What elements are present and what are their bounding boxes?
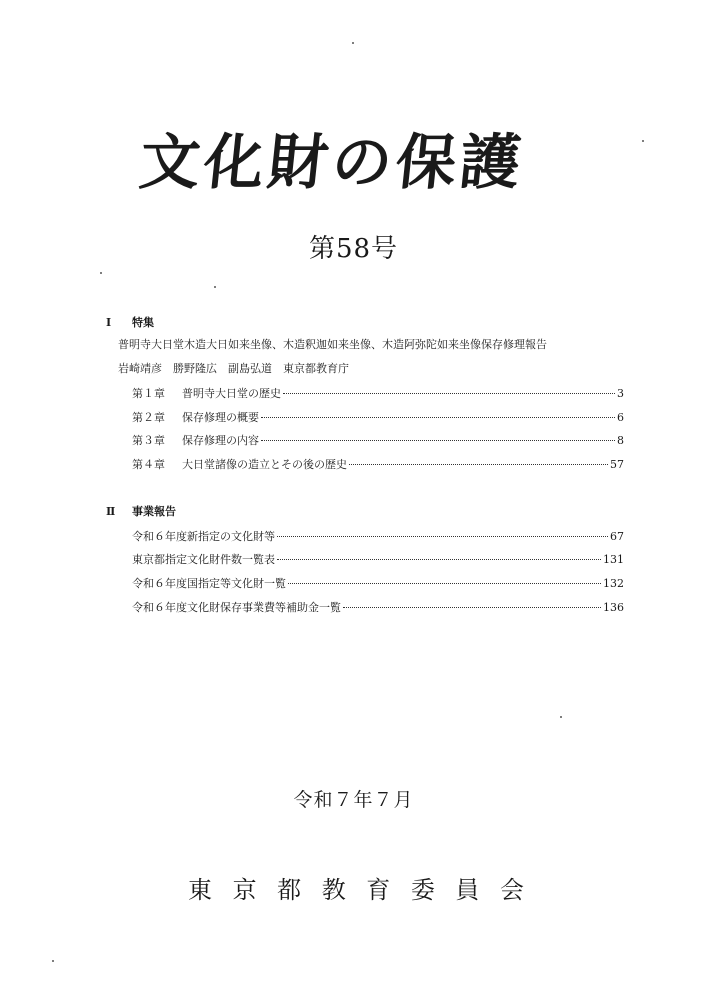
issue-number: 第58号 xyxy=(308,234,399,264)
publisher-char: 京 xyxy=(232,876,257,904)
page-number: 3 xyxy=(617,387,624,400)
publisher-char: 育 xyxy=(366,876,391,904)
dot-leader xyxy=(288,583,601,584)
page-number: 67 xyxy=(610,530,624,543)
page-number: 131 xyxy=(603,553,624,566)
toc-entry-report-2[interactable] xyxy=(132,553,624,567)
section-2-heading xyxy=(106,505,176,519)
toc-entry-report-3[interactable] xyxy=(132,577,624,591)
page-number: 132 xyxy=(603,577,624,590)
dot-leader xyxy=(343,607,601,608)
page-number: 136 xyxy=(603,601,624,614)
dot-leader xyxy=(261,417,615,418)
publication-title: 文化財の保護 xyxy=(136,128,528,198)
dot-leader xyxy=(277,559,601,560)
chapter-title: 普明寺大日堂の歴史 xyxy=(182,387,281,400)
chapter-number: 第４章 xyxy=(132,458,165,471)
dot-leader xyxy=(349,464,608,465)
entry-title: 令和６年度文化財保存事業費等補助金一覧 xyxy=(132,601,341,614)
toc-entry-chapter-1[interactable] xyxy=(132,387,624,401)
page-number: 8 xyxy=(617,434,624,447)
section-1-title: 特集 xyxy=(132,316,154,329)
page-number: 6 xyxy=(617,411,624,424)
publisher-char: 委 xyxy=(410,876,435,904)
section-1-heading xyxy=(106,316,154,330)
scan-speck xyxy=(642,140,644,142)
toc-entry-report-1[interactable] xyxy=(132,530,624,544)
report-title: 普明寺大日堂木造大日如来坐像、木造釈迦如来坐像、木造阿弥陀如来坐像保存修理報告 xyxy=(118,338,547,351)
section-2-number: Ⅱ xyxy=(106,505,116,518)
report-authors: 岩崎靖彦 勝野隆広 副島弘道 東京都教育庁 xyxy=(118,362,349,375)
publication-date: 令和７年７月 xyxy=(293,789,414,811)
chapter-number: 第２章 xyxy=(132,411,165,424)
scan-speck xyxy=(560,716,562,718)
scan-speck xyxy=(352,42,354,44)
chapter-title: 大日堂諸像の造立とその後の歴史 xyxy=(182,458,347,471)
publisher-char: 東 xyxy=(188,876,212,904)
chapter-title: 保存修理の内容 xyxy=(182,434,259,447)
scan-speck xyxy=(100,272,102,274)
section-2-title: 事業報告 xyxy=(132,505,176,518)
dot-leader xyxy=(277,536,608,537)
toc-entry-chapter-4[interactable] xyxy=(132,458,624,472)
scan-speck xyxy=(52,960,54,962)
publisher-char: 員 xyxy=(455,876,480,904)
toc-entry-chapter-3[interactable] xyxy=(132,434,624,448)
scan-speck xyxy=(214,286,216,288)
entry-title: 令和６年度新指定の文化財等 xyxy=(132,530,275,543)
section-1-number: I xyxy=(106,316,112,329)
publisher-char: 教 xyxy=(321,876,346,904)
publisher-name xyxy=(188,875,524,905)
dot-leader xyxy=(261,440,615,441)
toc-entry-chapter-2[interactable] xyxy=(132,411,624,425)
dot-leader xyxy=(283,393,615,394)
page-number: 57 xyxy=(610,458,624,471)
publisher-char: 都 xyxy=(277,876,302,904)
toc-entry-report-4[interactable] xyxy=(132,601,624,615)
chapter-number: 第１章 xyxy=(132,387,165,400)
chapter-number: 第３章 xyxy=(132,434,165,447)
chapter-title: 保存修理の概要 xyxy=(182,411,259,424)
entry-title: 令和６年度国指定等文化財一覧 xyxy=(132,577,286,590)
publisher-char: 会 xyxy=(499,876,524,904)
entry-title: 東京都指定文化財件数一覧表 xyxy=(132,553,275,566)
